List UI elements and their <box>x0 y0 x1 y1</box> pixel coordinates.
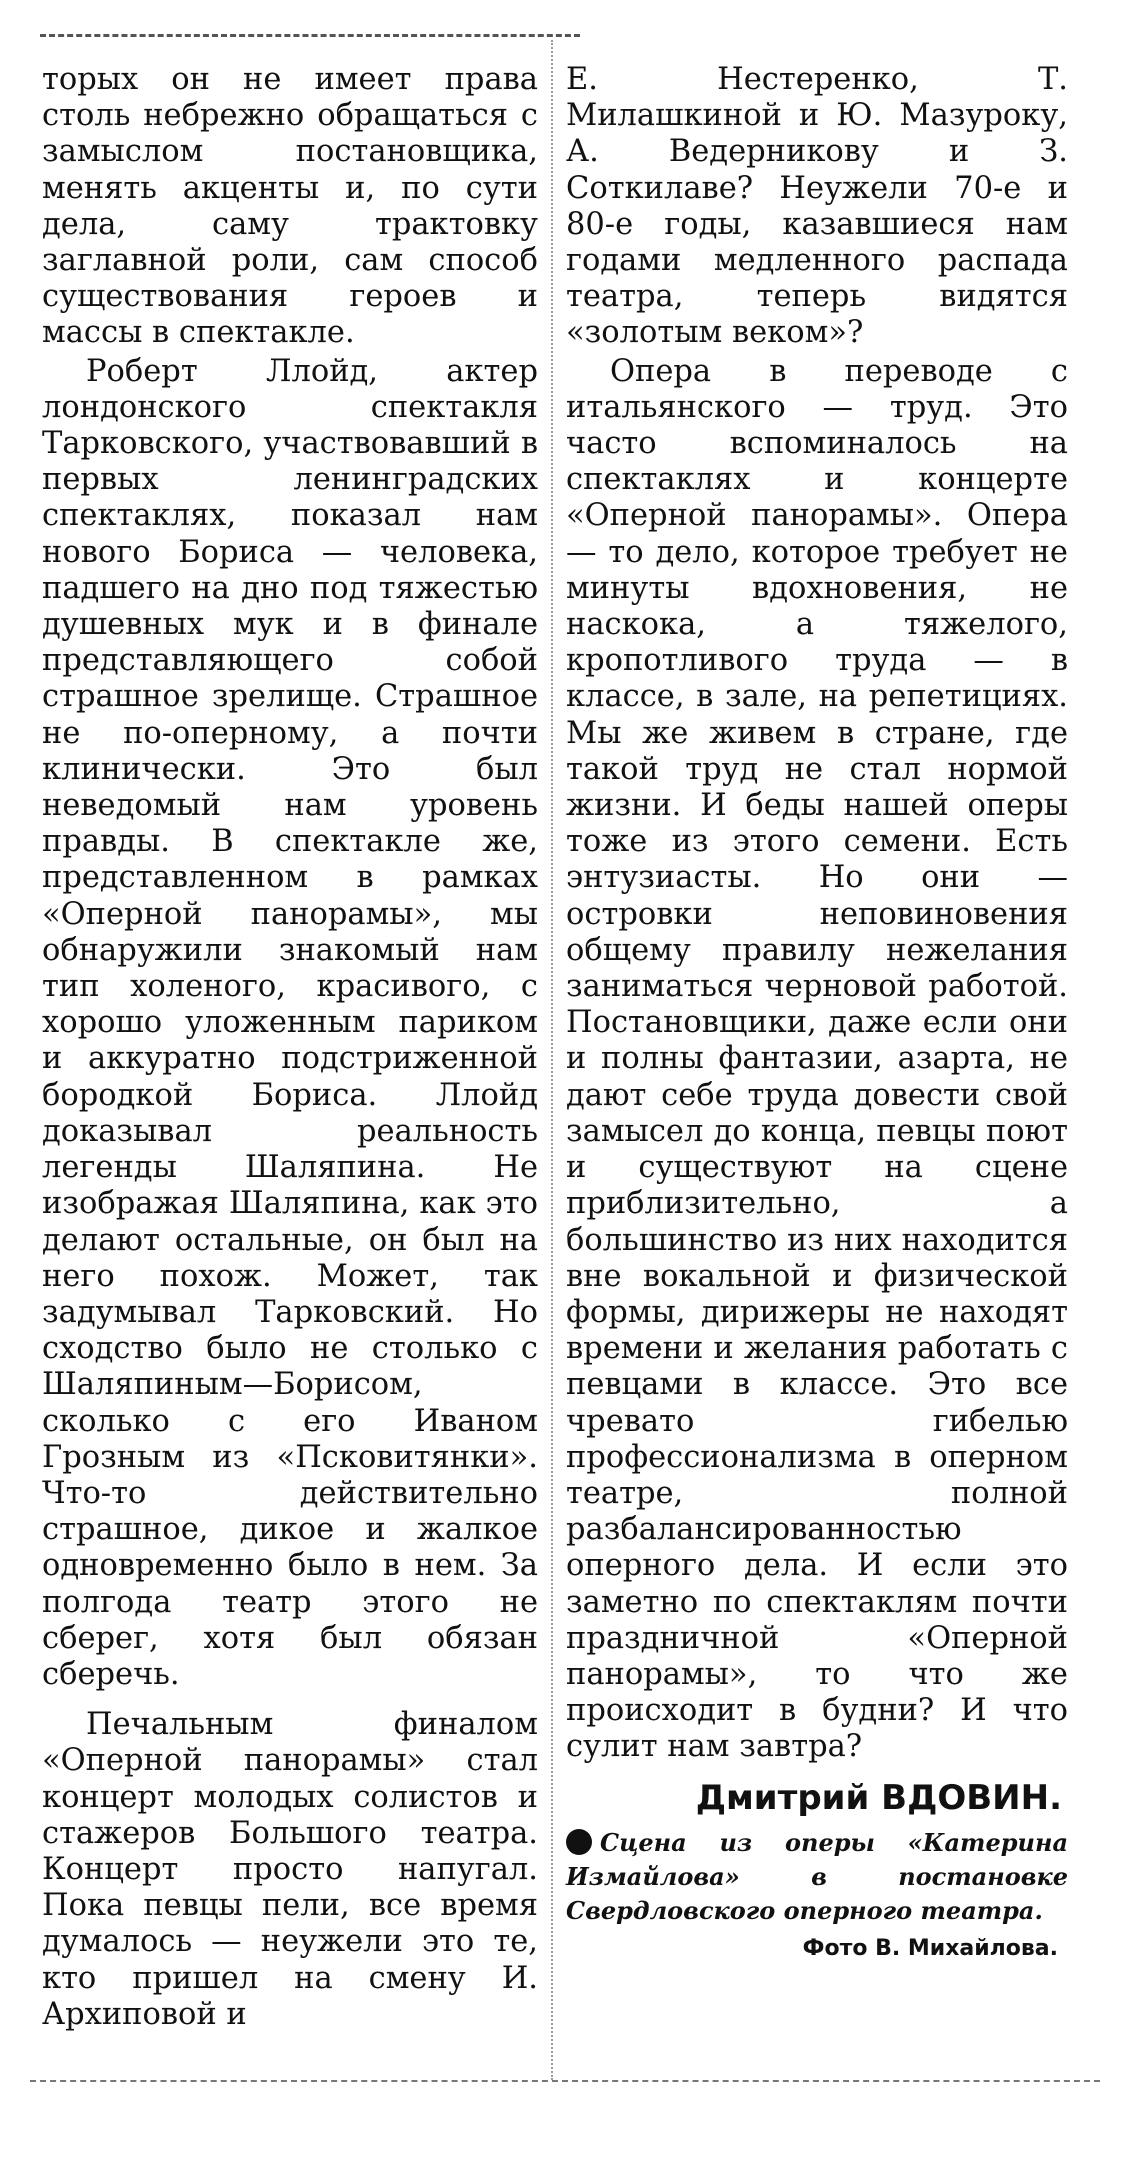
paragraph-opera-labor: Опера в переводе с итальянского — труд. Это часто вспоминалось на спектаклях и концерте «Оперной панорамы». Опера — то дело, которое требует не минуты вдохновения, не наскока, а тяжелого, кропотливого труда — в классе, в зале, на репетициях. Мы же живем в стране, где такой труд не стал нормой жизни. И беды нашей оперы тоже из этого семени. Есть энтузиасты. Но они — островки неповиновения общему правилу нежелания заниматься черновой работой. Постановщики, даже если они и полны фантазии, азарта, не дают себе труда довести свой замысел до конца, певцы поют и существуют на сцене приблизительно, а большинство из них находится вне вокальной и физической формы, дирижеры не находят времени и желания работать с певцами в классе. Это все чревато гибелью профессионализма в оперном театре, полной разбалансированностью оперного дела. И если это заметно по спектаклям почти праздничной «Оперной панорамы», то что же происходит в будни? И что сулит нам завтра? <box>566 353 1068 1765</box>
paragraph-concert: Печальным финалом «Оперной панорамы» стал концерт молодых солистов и стажеров Большого театра. Концерт просто напугал. Пока певцы пели, все время думалось — неужели это те, кто пришел на смену И. Архиповой и <box>42 1707 538 2032</box>
article-right-column <box>566 62 1068 1966</box>
photo-caption-text: Сцена из оперы «Катерина Измайлова» в постановке Свердловского оперного театра. <box>566 1827 1068 1925</box>
paragraph-continuation: торых он не имеет права столь небрежно обращаться с замыслом постановщика, менять акценты и, по сути дела, саму трактовку заглавной роли, сам способ существования героев и массы в спектакле. <box>42 62 538 351</box>
paragraph-lloyd: Роберт Ллойд, актер лондонского спектакля Тарковского, участвовавший в первых ленинградских спектаклях, показал нам нового Бориса — человека, падшего на дно под тяжестью душевных мук и в финале представляющего собой страшное зрелище. Страшное не по-оперному, а почти клинически. Это был неведомый нам уровень правды. В спектакле же, представленном в рамках «Оперной панорамы», мы обнаружили знакомый нам тип холеного, красивого, с хорошо уложенным париком и аккуратно подстриженной бородкой Бориса. Ллойд доказывал реальность легенды Шаляпина. Не изображая Шаляпина, как это делают остальные, он был на него похож. Может, так задумывал Тарковский. Но сходство было не столько с Шаляпиным—Борисом, сколько с его Иваном Грозным из «Псковитянки». Что-то действительно страшное, дикое и жалкое одновременно было в нем. За полгода театр этого не сберег, хотя был обязан сберечь. <box>42 353 538 1692</box>
photo-caption <box>566 1826 1068 1928</box>
paragraph-golden-age: Е. Нестеренко, Т. Милашкиной и Ю. Мазуроку, А. Ведерникову и З. Соткилаве? Неужели 70-е и 80-е годы, казавшиеся нам годами медленного распада театра, теперь видятся «золотым веком»? <box>566 62 1068 351</box>
bullet-icon <box>566 1829 592 1855</box>
article-left-column <box>42 62 538 2033</box>
top-rule <box>40 34 580 37</box>
bottom-rule <box>30 2080 1100 2082</box>
photo-credit: Фото В. Михайлова. <box>802 1935 1058 1961</box>
column-divider <box>551 40 553 2080</box>
author-signature: Дмитрий ВДОВИН. <box>695 1777 1062 1818</box>
